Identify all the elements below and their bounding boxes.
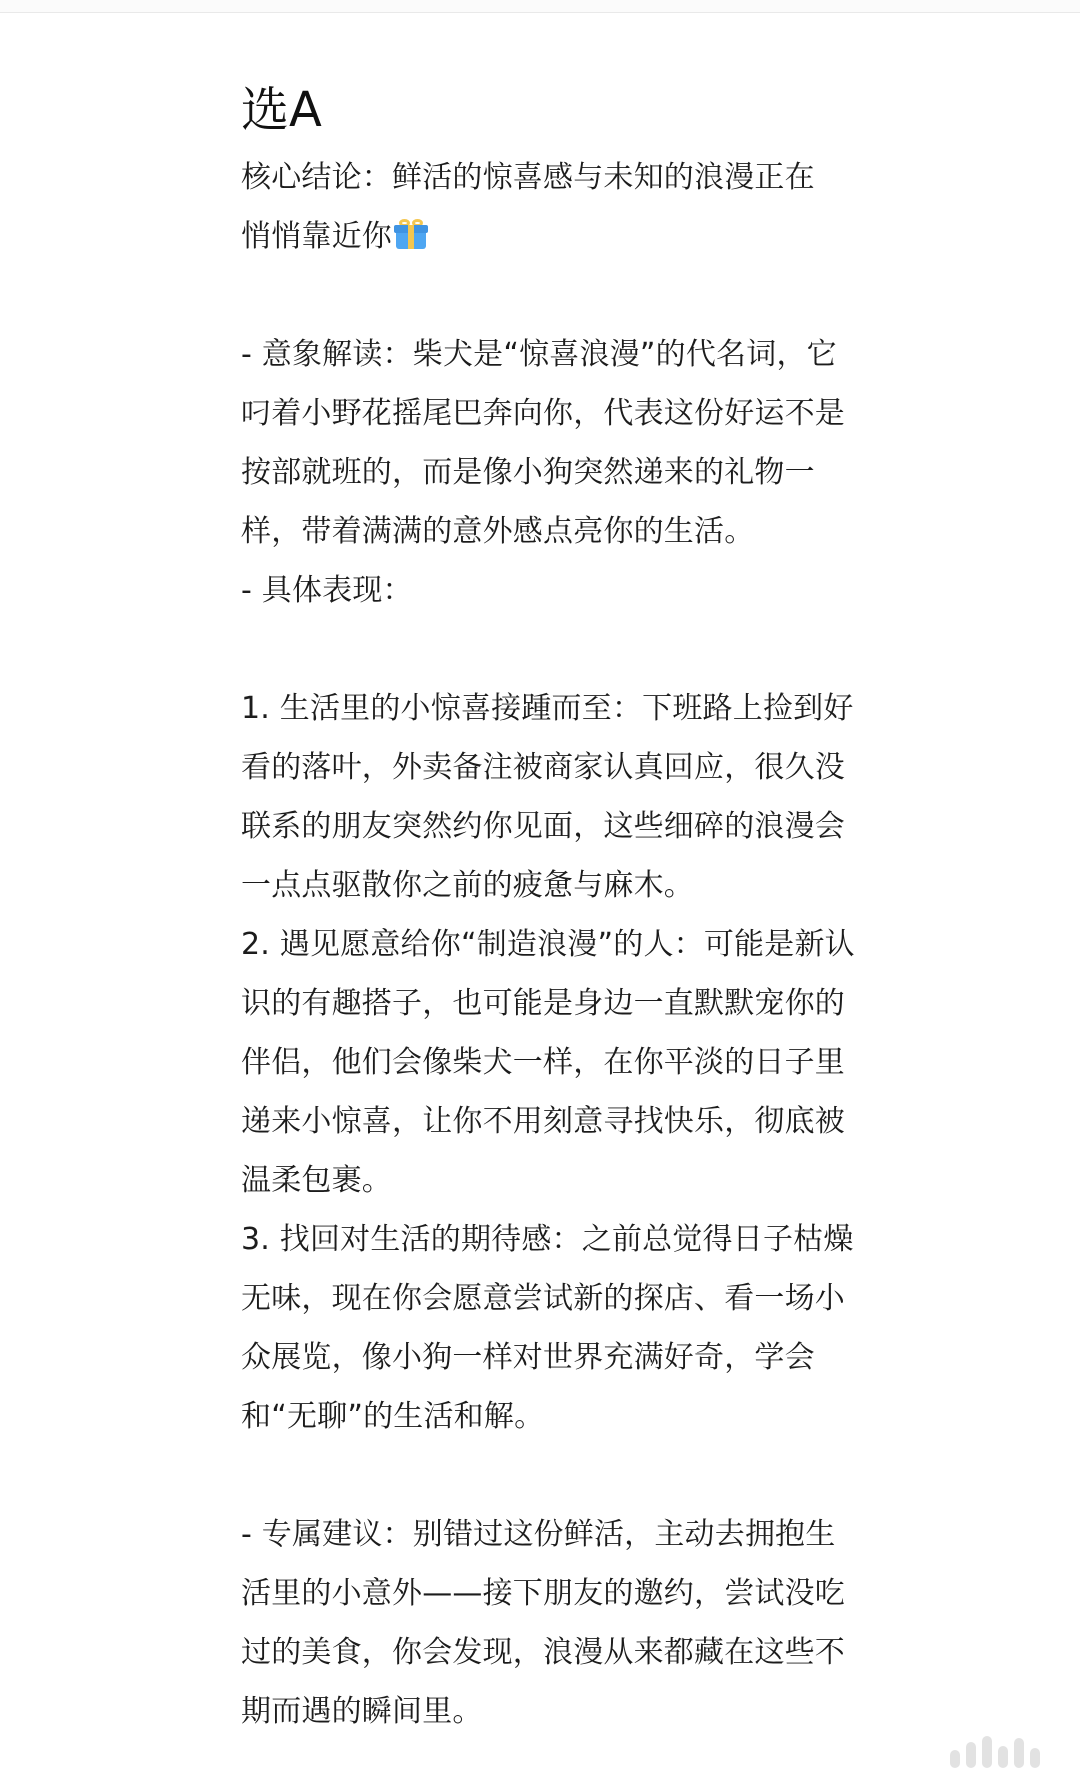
imagery-interpretation: - 意象解读：柴犬是“惊喜浪漫”的代名词，它叼着小野花摇尾巴奔向你，代表这份好运不是按部就班的，而是像小狗突然递来的礼物一样，带着满满的意外感点亮你的生活。 xyxy=(241,337,845,549)
spacer xyxy=(241,1446,861,1505)
specific-performance-heading: - 具体表现： xyxy=(241,573,413,608)
gift-icon xyxy=(394,219,428,249)
exclusive-advice: - 专属建议：别错过这份鲜活，主动去拥抱生活里的小意外——接下朋友的邀约，尝试没吃过的美食，你会发现，浪漫从来都藏在这些不期而遇的瞬间里。 xyxy=(241,1517,845,1729)
watermark-logo xyxy=(950,1736,1050,1768)
core-conclusion-line-2: 悄悄靠近你 xyxy=(241,219,392,254)
spacer xyxy=(241,266,861,325)
list-item-2: 2. 遇见愿意给你“制造浪漫”的人：可能是新认识的有趣搭子，也可能是身边一直默默宠你的伴侣，他们会像柴犬一样，在你平淡的日子里递来小惊喜，让你不用刻意寻找快乐，彻底被温柔包裹。 xyxy=(241,927,855,1198)
list-item-1: 1. 生活里的小惊喜接踵而至：下班路上捡到好看的落叶，外卖备注被商家认真回应，很久没联系的朋友突然约你见面，这些细碎的浪漫会一点点驱散你之前的疲惫与麻木。 xyxy=(241,691,854,903)
list-item-3: 3. 找回对生活的期待感：之前总觉得日子枯燥无味，现在你会愿意尝试新的探店、看一场小众展览，像小狗一样对世界充满好奇，学会和“无聊”的生活和解。 xyxy=(241,1222,854,1434)
core-conclusion-line-1: 核心结论：鲜活的惊喜感与未知的浪漫正在 xyxy=(241,160,815,195)
core-conclusion xyxy=(241,148,861,266)
post-content xyxy=(241,72,861,1741)
top-divider xyxy=(0,0,1080,13)
spacer xyxy=(241,620,861,679)
post-title: 选A xyxy=(241,82,322,138)
